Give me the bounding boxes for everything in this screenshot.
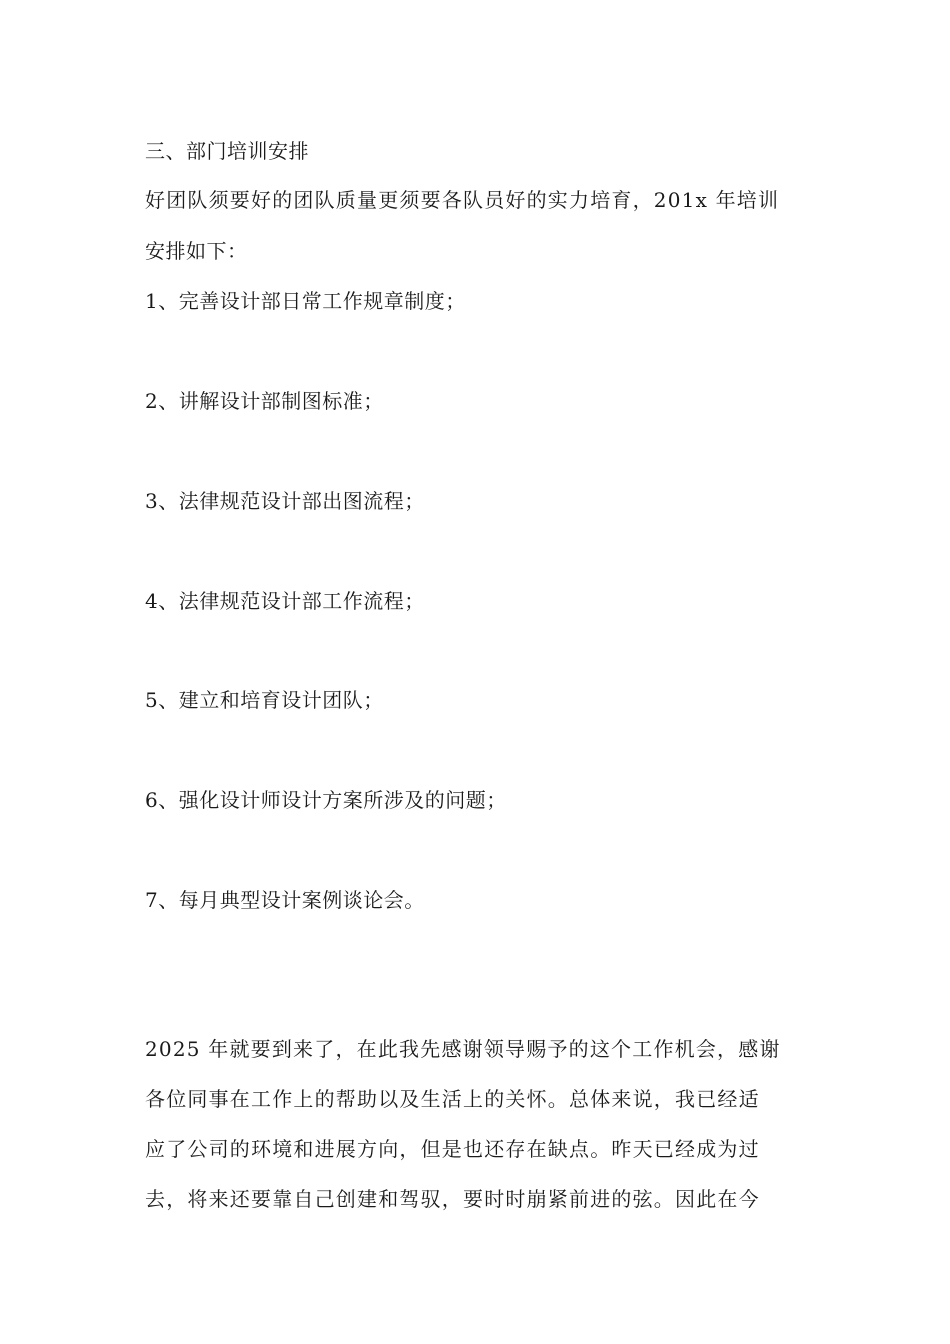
training-item-3: 3、法律规范设计部出图流程； [145, 489, 425, 513]
closing-line-3: 应了公司的环境和进展方向，但是也还存在缺点。昨天已经成为过 [145, 1137, 760, 1161]
intro-line-2: 安排如下： [145, 239, 248, 263]
training-item-4: 4、法律规范设计部工作流程； [145, 589, 425, 613]
section-heading: 三、部门培训安排 [145, 139, 309, 163]
training-item-5: 5、建立和培育设计团队； [145, 688, 384, 712]
closing-line-1: 2025 年就要到来了，在此我先感谢领导赐予的这个工作机会，感谢 [145, 1037, 781, 1061]
training-item-7: 7、每月典型设计案例谈论会。 [145, 888, 425, 912]
training-item-6: 6、强化设计师设计方案所涉及的问题； [145, 788, 507, 812]
training-item-2: 2、讲解设计部制图标准； [145, 389, 384, 413]
intro-line-1: 好团队须要好的团队质量更须要各队员好的实力培育，201x 年培训 [145, 188, 780, 212]
closing-line-4: 去，将来还要靠自己创建和驾驭，要时时崩紧前进的弦。因此在今 [145, 1187, 760, 1211]
closing-line-2: 各位同事在工作上的帮助以及生活上的关怀。总体来说，我已经适 [145, 1087, 760, 1111]
training-item-1: 1、完善设计部日常工作规章制度； [145, 289, 466, 313]
